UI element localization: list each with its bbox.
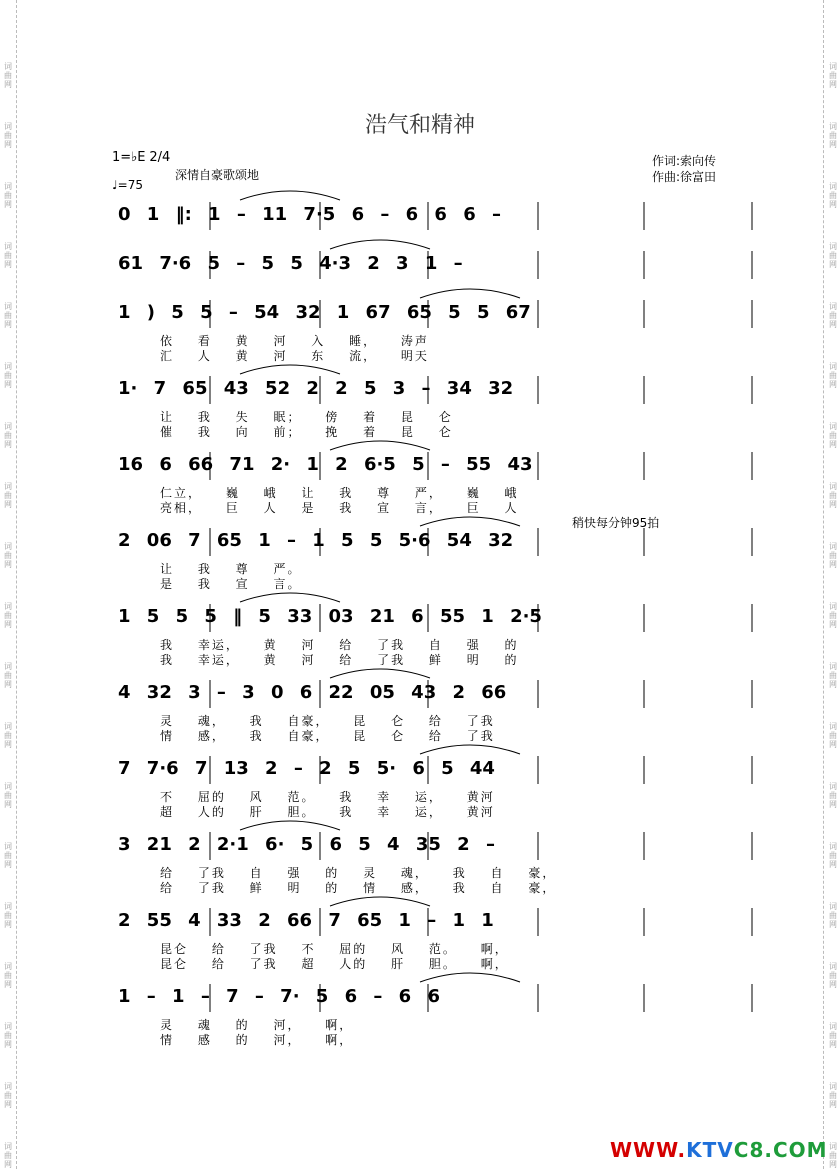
watermark-text: 词 曲 网 xyxy=(829,122,837,149)
watermark-text: 词 曲 网 xyxy=(4,1022,12,1049)
watermark-text: 词 曲 网 xyxy=(829,242,837,269)
slur-mark xyxy=(330,897,430,906)
notation-row: 4 32 3 – 3 0 6 22 05 43 2 66 xyxy=(118,682,507,703)
watermark-text: 词 曲 网 xyxy=(829,722,837,749)
watermark-text: 词 曲 网 xyxy=(4,122,12,149)
notation-row: 1 ) 5 5 – 54 32 1 67 65 5 5 67 xyxy=(118,302,531,323)
watermark-text: 词 曲 网 xyxy=(829,1022,837,1049)
notation-row: 16 6 66 71 2· 1 2 6·5 5 – 55 43 xyxy=(118,454,533,475)
slur-mark xyxy=(240,593,340,602)
notation-row: 1· 7 65 43 52 2 2 5 3 – 34 32 xyxy=(118,378,514,399)
notation-row: 61 7·6 5 – 5 5 4·3 2 3 1 – xyxy=(118,253,463,274)
watermark-text: 词 曲 网 xyxy=(829,962,837,989)
slur-mark xyxy=(330,441,430,450)
lyric-line-verse1: 灵 魂， 我 自豪， 昆 仑 给 了我 xyxy=(160,714,495,728)
watermark-text: 词 曲 网 xyxy=(4,542,12,569)
watermark-text: 词 曲 网 xyxy=(829,362,837,389)
lyric-line-verse2: 汇 人 黄 河 东 流， 明天 xyxy=(160,349,429,363)
watermark-text: 词 曲 网 xyxy=(4,782,12,809)
watermark-text: 词 曲 网 xyxy=(4,482,12,509)
watermark-text: 词 曲 网 xyxy=(829,902,837,929)
slur-mark xyxy=(240,365,340,374)
watermark-text: 词 曲 网 xyxy=(829,542,837,569)
notation-row: 0 1 ‖: 1 – 11 7·5 6 – 6 6 6 – xyxy=(118,204,502,225)
notation-row: 7 7·6 7 13 2 – 2 5 5· 6 5 44 xyxy=(118,758,495,779)
watermark-text: 词 曲 网 xyxy=(829,62,837,89)
lyricist-credit: 作词:索向传 xyxy=(652,154,717,168)
footer-text: WWW.KTVC8.COM xyxy=(610,1138,828,1162)
lyric-line-verse2: 超 人的 肝 胆。 我 幸 运， 黄河 xyxy=(160,805,495,819)
slur-mark xyxy=(420,517,520,526)
lyric-line-verse1: 依 看 黄 河 入 睡， 涛声 xyxy=(160,334,429,348)
slur-mark xyxy=(420,745,520,754)
watermark-text: 词 曲 网 xyxy=(829,182,837,209)
lyric-line-verse1: 让 我 失 眠； 傍 着 昆 仑 xyxy=(160,410,453,424)
lyric-line-verse1: 给 了我 自 强 的 灵 魂， 我 自 豪， xyxy=(160,866,557,880)
lyric-line-verse2: 亮相， 巨 人 是 我 宣 言， 巨 人 xyxy=(160,501,519,515)
lyric-line-verse1: 让 我 尊 严。 xyxy=(160,562,302,576)
watermark-text: 词 曲 网 xyxy=(4,1142,12,1169)
watermark-text: 词 曲 网 xyxy=(829,842,837,869)
watermark-text: 词 曲 网 xyxy=(829,782,837,809)
expression-text: 深情自豪歌颂地 xyxy=(175,168,260,182)
watermark-text: 词 曲 网 xyxy=(4,1082,12,1109)
tempo-change: 稍快每分钟95拍 xyxy=(572,516,660,530)
watermark-text: 词 曲 网 xyxy=(829,1142,837,1169)
notation-row: 1 – 1 – 7 – 7· 5 6 – 6 6 xyxy=(118,986,440,1007)
lyric-line-verse2: 情 感， 我 自豪， 昆 仑 给 了我 xyxy=(160,729,495,743)
notation-row: 2 06 7 65 1 – 1 5 5 5·6 54 32 xyxy=(118,530,514,551)
watermark-text: 词 曲 网 xyxy=(4,242,12,269)
watermark-text: 词 曲 网 xyxy=(4,62,12,89)
notation-row: 1 5 5 5 ‖ 5 33 03 21 6 55 1 2·5 xyxy=(118,606,542,627)
slur-mark xyxy=(330,669,430,678)
slur-mark xyxy=(420,289,520,298)
lyric-line-verse2: 催 我 向 前； 挽 着 昆 仑 xyxy=(160,425,453,439)
watermark-text: 词 曲 网 xyxy=(829,602,837,629)
watermark-text: 词 曲 网 xyxy=(4,302,12,329)
watermark-text: 词 曲 网 xyxy=(4,722,12,749)
lyric-line-verse1: 仁立， 巍 峨 让 我 尊 严， 巍 峨 xyxy=(160,486,519,500)
lyric-line-verse2: 是 我 宣 言。 xyxy=(160,577,302,591)
lyric-line-verse2: 我 幸运， 黄 河 给 了我 鲜 明 的 xyxy=(160,653,519,667)
lyric-line-verse2: 给 了我 鲜 明 的 情 感， 我 自 豪， xyxy=(160,881,557,895)
lyric-line-verse2: 昆仑 给 了我 超 人的 肝 胆。 啊， xyxy=(160,957,509,971)
watermark-text: 词 曲 网 xyxy=(4,842,12,869)
slur-mark xyxy=(330,240,430,249)
watermark-text: 词 曲 网 xyxy=(4,962,12,989)
site-footer xyxy=(610,1138,828,1162)
watermark-text: 词 曲 网 xyxy=(829,302,837,329)
watermark-text: 词 曲 网 xyxy=(4,182,12,209)
lyric-line-verse1: 昆仑 给 了我 不 屈的 风 范。 啊， xyxy=(160,942,509,956)
slur-mark xyxy=(240,821,340,830)
lyric-line-verse1: 我 幸运， 黄 河 给 了我 自 强 的 xyxy=(160,638,519,652)
watermark-text: 词 曲 网 xyxy=(829,482,837,509)
slur-mark xyxy=(420,973,520,982)
watermark-text: 词 曲 网 xyxy=(829,1082,837,1109)
lyric-line-verse2: 情 感 的 河， 啊， xyxy=(160,1033,354,1047)
watermark-text: 词 曲 网 xyxy=(4,362,12,389)
lyric-line-verse1: 不 屈的 风 范。 我 幸 运， 黄河 xyxy=(160,790,495,804)
watermark-text: 词 曲 网 xyxy=(829,422,837,449)
tempo-marking: ♩=75 xyxy=(112,178,143,192)
watermark-text: 词 曲 网 xyxy=(829,662,837,689)
watermark-text: 词 曲 网 xyxy=(4,662,12,689)
time-signature: 2/4 xyxy=(149,150,171,165)
watermark-text: 词 曲 网 xyxy=(4,602,12,629)
song-title: 浩气和精神 xyxy=(364,113,475,138)
watermark-text: 词 曲 网 xyxy=(4,902,12,929)
lyric-line-verse1: 灵 魂 的 河， 啊， xyxy=(160,1018,354,1032)
notation-row: 3 21 2 2·1 6· 5 6 5 4 35 2 – xyxy=(118,834,495,855)
key-label: 1=♭E xyxy=(112,150,146,165)
watermark-text: 词 曲 网 xyxy=(4,422,12,449)
notation-row: 2 55 4 33 2 66 7 65 1 – 1 1 xyxy=(118,910,494,931)
composer-credit: 作曲:徐富田 xyxy=(652,170,717,184)
slur-mark xyxy=(240,191,340,200)
